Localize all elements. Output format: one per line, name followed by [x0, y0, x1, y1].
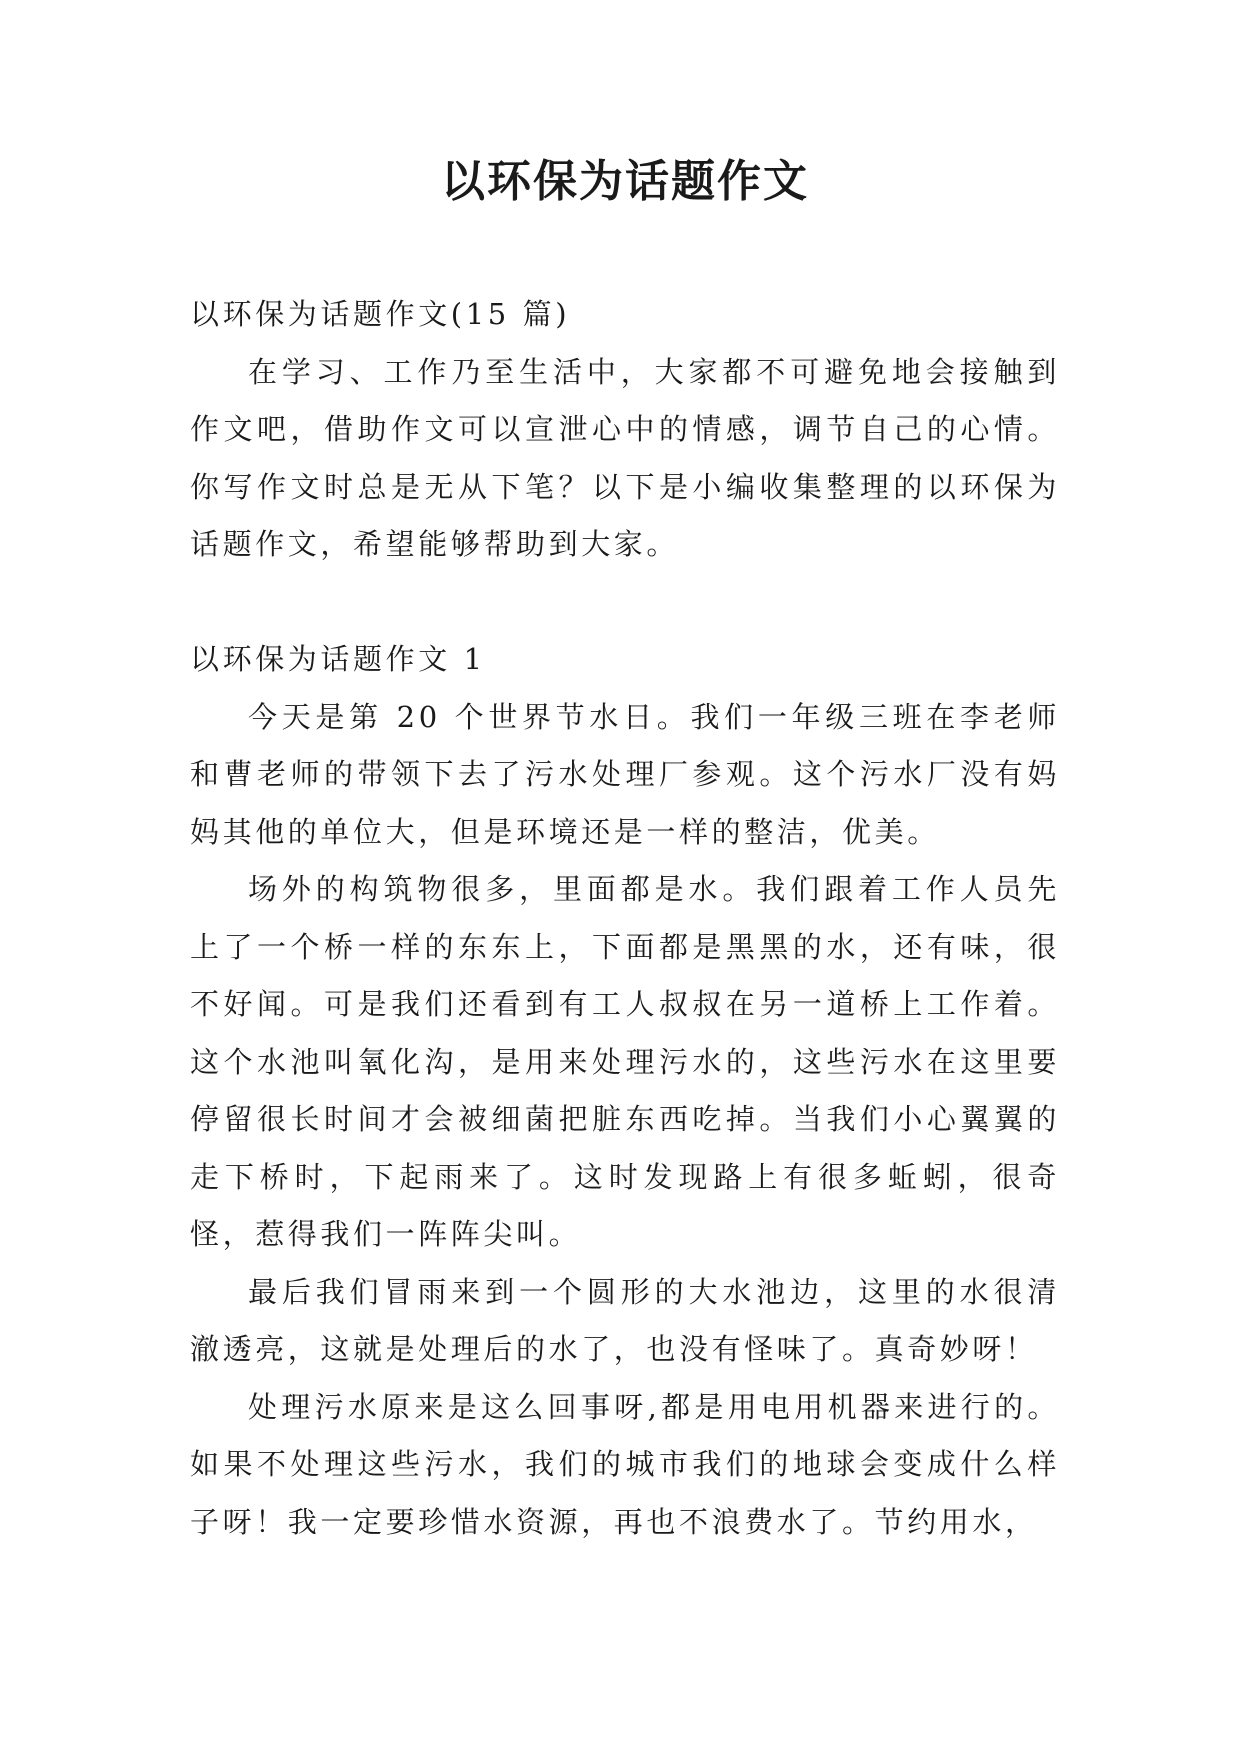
section-paragraph: 场外的构筑物很多，里面都是水。我们跟着工作人员先上了一个桥一样的东东上，下面都是黑黑的水，还有味，很不好闻。可是我们还看到有工人叔叔在另一道桥上工作着。这个水池叫氧化沟，是用来处理污水的，这些污水在这里要停留很长时间才会被细菌把脏东西吃掉。当我们小心翼翼的走下桥时，下起雨来了。这时发现路上有很多蚯蚓，很奇怪，惹得我们一阵阵尖叫。 — [190, 872, 1060, 1251]
document-title: 以环保为话题作文 — [441, 156, 809, 207]
document-subtitle: 以环保为话题作文(15 篇) — [190, 297, 571, 331]
section-paragraph: 今天是第 20 个世界节水日。我们一年级三班在李老师和曹老师的带领下去了污水处理厂参观。这个污水厂没有妈妈其他的单位大，但是环境还是一样的整洁，优美。 — [190, 699, 1060, 849]
document-body — [190, 286, 1060, 1551]
section-heading: 以环保为话题作文 1 — [190, 642, 486, 676]
section-paragraph: 处理污水原来是这么回事呀,都是用电用机器来进行的。如果不处理这些污水，我们的城市我们的地球会变成什么样子呀！我一定要珍惜水资源，再也不浪费水了。节约用水， — [190, 1389, 1060, 1539]
section-spacer — [190, 574, 1060, 632]
section-paragraph: 最后我们冒雨来到一个圆形的大水池边，这里的水很清澈透亮，这就是处理后的水了，也没有怪味了。真奇妙呀！ — [190, 1274, 1060, 1366]
intro-paragraph: 在学习、工作乃至生活中，大家都不可避免地会接触到作文吧，借助作文可以宣泄心中的情感，调节自己的心情。你写作文时总是无从下笔？以下是小编收集整理的以环保为话题作文，希望能够帮助到大家。 — [190, 354, 1060, 561]
